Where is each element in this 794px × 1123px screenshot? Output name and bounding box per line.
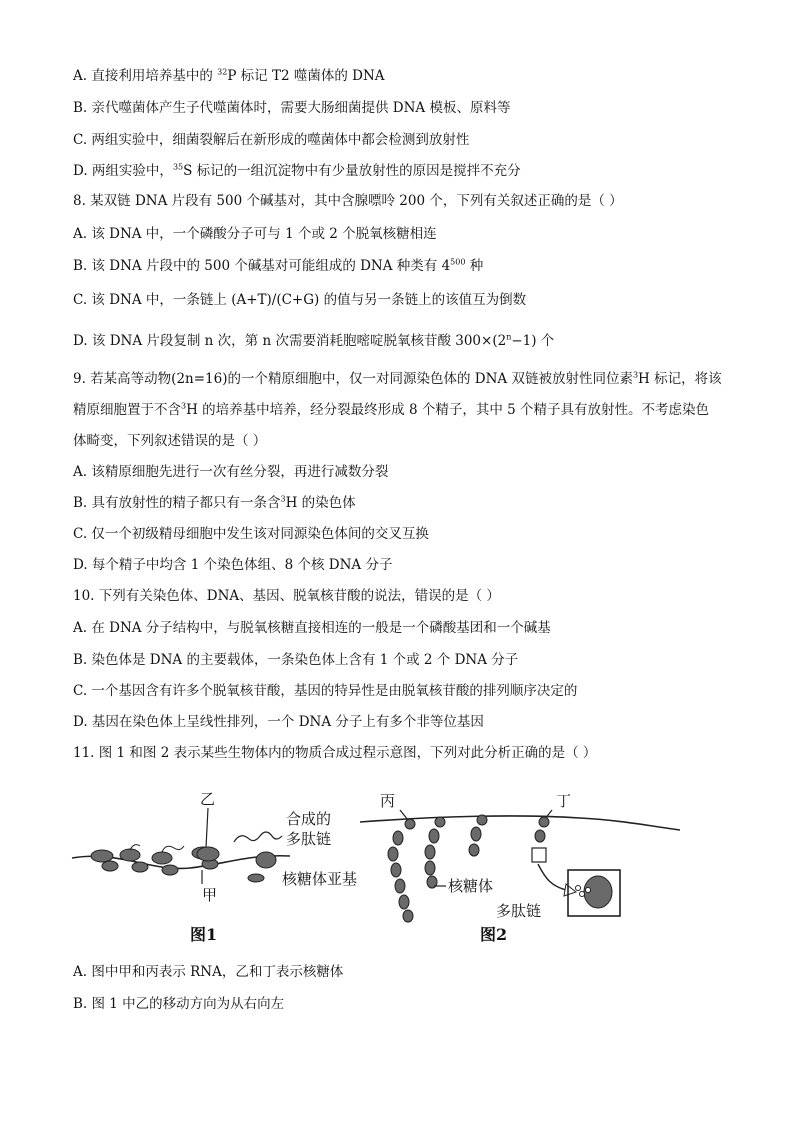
q7-option-b: B. 亲代噬菌体产生子代噬菌体时，需要大肠细菌提供 DNA 模板、原料等 [73, 100, 511, 116]
fig2-label-ding: 丁 [556, 792, 572, 810]
fig1-ribosome-1 [91, 850, 118, 871]
q9-option-a: A. 该精原细胞先进行一次有丝分裂，再进行减数分裂 [73, 464, 389, 480]
fig2-polysome-1 [388, 819, 415, 922]
q10-option-b: B. 染色体是 DNA 的主要载体，一条染色体上含有 1 个或 2 个 DNA 分子 [73, 652, 519, 668]
q8-option-b: B. 该 DNA 片段中的 500 个碱基对可能组成的 DNA 种类有 $4^{500}$ 种 [73, 257, 484, 274]
q9-stem-line1: 9. 若某高等动物(2n=16)的一个精原细胞中，仅一对同源染色体的 DNA 双链被放射性同位素$^3$H 标记，将该 [73, 370, 722, 387]
q10-option-c: C. 一个基因含有许多个脱氧核苷酸，基因的特异性是由脱氧核苷酸的排列顺序决定的 [73, 683, 578, 699]
fig1-yi-leader [206, 808, 208, 848]
fig1-label-yi: 乙 [200, 790, 216, 808]
q9-option-b: B. 具有放射性的精子都只有一条含$^3$H 的染色体 [73, 494, 356, 511]
fig1-released-peptide [234, 832, 282, 842]
fig1-large-subunit [256, 852, 276, 868]
fig2-caption: 图2 [480, 925, 508, 944]
q11-option-a: A. 图中甲和丙表示 RNA，乙和丁表示核糖体 [73, 964, 344, 980]
fig1-ribosome-5 [197, 847, 219, 861]
q8-option-a: A. 该 DNA 中，一个磷酸分子可与 1 个或 2 个脱氧核糖相连 [73, 226, 437, 242]
q9-option-d: D. 每个精子中均含 1 个染色体组、8 个核 DNA 分子 [73, 557, 393, 573]
q9-stem-line3: 体畸变，下列叙述错误的是（ ） [73, 433, 267, 449]
translation-figure [60, 780, 740, 950]
fig2-polysome-4 [535, 817, 549, 842]
q10-option-d: D. 基因在染色体上呈线性排列，一个 DNA 分子上有多个非等位基因 [73, 714, 484, 730]
q7-option-a: A. 直接利用培养基中的 $^{32}$P 标记 T2 噬菌体的 DNA [73, 67, 385, 84]
fig2-polysome-3 [469, 815, 487, 856]
fig1-small-subunit [248, 874, 264, 882]
fig1-label-peptide-line2: 多肽链 [286, 830, 332, 848]
q10-stem: 10. 下列有关染色体、DNA、基因、脱氧核苷酸的说法，错误的是（ ） [73, 588, 500, 604]
q9-option-c: C. 仅一个初级精母细胞中发生该对同源染色体间的交叉互换 [73, 526, 429, 542]
q10-option-a: A. 在 DNA 分子结构中，与脱氧核糖直接相连的一般是一个磷酸基团和一个碱基 [73, 620, 551, 636]
fig2-zoom-arrow [538, 864, 566, 890]
fig1-label-subunit: 核糖体亚基 [282, 870, 358, 888]
q11-stem: 11. 图 1 和图 2 表示某些生物体内的物质合成过程示意图，下列对此分析正确的是（ ） [73, 745, 597, 761]
q8-option-d: D. 该 DNA 片段复制 n 次，第 n 次需要消耗胞嘧啶脱氧核苷酸 $300\times(2^n-1)$ 个 [73, 332, 555, 349]
fig1-label-jia: 甲 [202, 886, 218, 904]
q8-option-c: C. 该 DNA 中，一条链上 (A+T)/(C+G) 的值与另一条链上的该值互为倒数 [73, 292, 527, 308]
q11-option-b: B. 图 1 中乙的移动方向为从右向左 [73, 996, 285, 1012]
fig2-zoom-arrowhead [564, 884, 576, 896]
fig2-small-box [532, 848, 546, 862]
fig1-ribosome-2 [120, 849, 148, 872]
q7-option-d: D. 两组实验中，$^{35}$S 标记的一组沉淀物中有少量放射性的原因是搅拌不充分 [73, 162, 521, 179]
q8-stem: 8. 某双链 DNA 片段有 500 个碱基对，其中含腺嘌呤 200 个，下列有关叙述正确的是（ ） [73, 193, 623, 209]
fig1-caption: 图1 [190, 925, 218, 944]
fig2-label-ribosome: 核糖体 [448, 877, 494, 895]
fig1-label-peptide-line1: 合成的 [286, 810, 332, 828]
q9-stem-line2: 精原细胞置于不含$^3$H 的培养基中培养，经分裂最终形成 8 个精子，其中 5 个精子具有放射性。不考虑染色 [73, 401, 710, 418]
fig2-label-bing: 丙 [380, 792, 396, 810]
q7-option-c: C. 两组实验中，细菌裂解后在新形成的噬菌体中都会检测到放射性 [73, 132, 470, 148]
fig1-ribosome-3 [152, 852, 178, 875]
fig2-polysome-2 [425, 817, 445, 888]
fig2-label-polypeptide: 多肽链 [496, 902, 542, 920]
